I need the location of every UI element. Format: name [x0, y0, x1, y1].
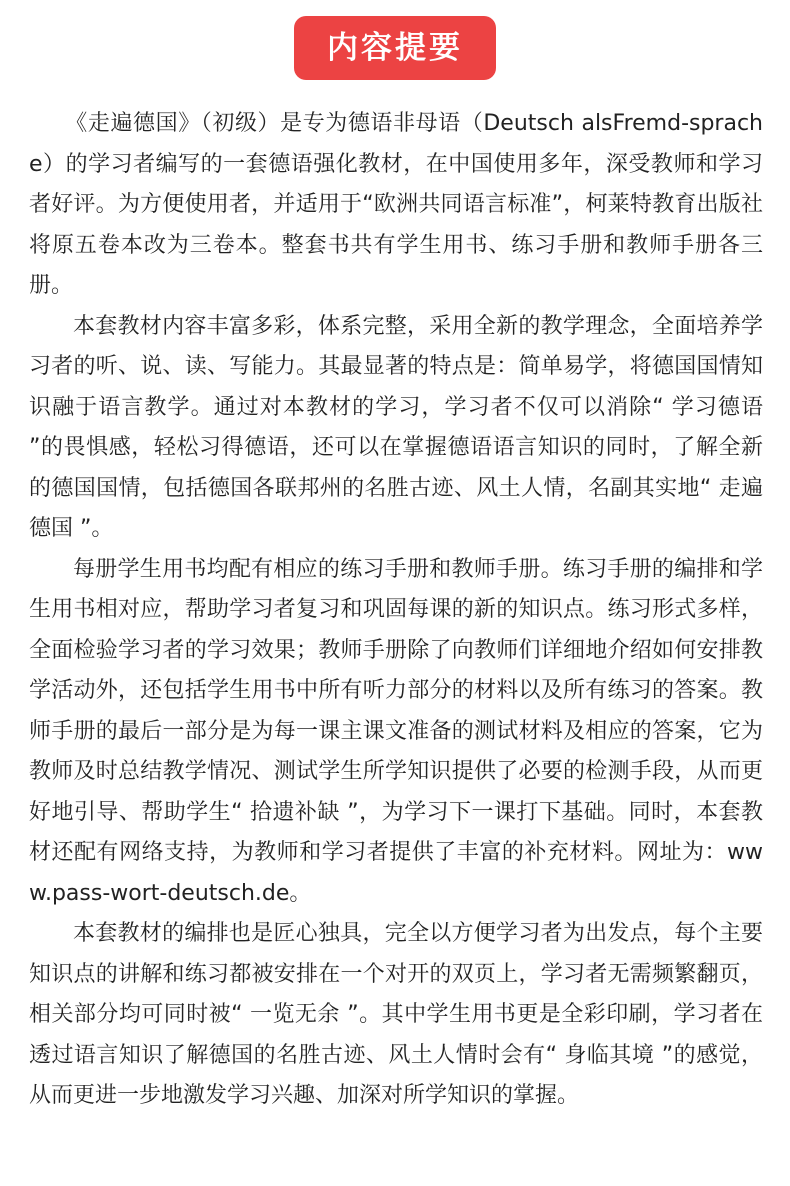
header [0, 16, 790, 80]
paragraph-workbooks: 每册学生用书均配有相应的练习手册和教师手册。练习手册的编排和学生用书相对应，帮助学习者复习和巩固每课的新的知识点。练习形式多样，全面检验学习者的学习效果；教师手册除了向教师们详细地介绍如何安排教学活动外，还包括学生用书中所有听力部分的材料以及所有练习的答案。教师手册的最后一部分是为每一课主课文准备的测试材料及相应的答案，它为教师及时总结教学情况、测试学生所学知识提供了必要的检测手段，从而更好地引导、帮助学生“ 拾遗补缺 ”，为学习下一课打下基础。同时，本套教材还配有网络支持，为教师和学习者提供了丰富的补充材料。网址为：www.pass-wort-deutsch.de。 [29, 556, 763, 906]
summary-body [29, 104, 763, 1117]
page-title-badge [294, 16, 496, 80]
paragraph-intro: 《走遍德国》（初级）是专为德语非母语（Deutsch alsFremd-sprache）的学习者编写的一套德语强化教材，在中国使用多年，深受教师和学习者好评。为方便使用者，并适用于“欧洲共同语言标准”，柯莱特教育出版社将原五卷本改为三卷本。整套书共有学生用书、练习手册和教师手册各三册。 [29, 111, 763, 298]
page-title: 内容提要 [327, 30, 463, 66]
paragraph-layout: 本套教材的编排也是匠心独具，完全以方便学习者为出发点，每个主要知识点的讲解和练习都被安排在一个对开的双页上，学习者无需频繁翻页，相关部分均可同时被“ 一览无余 ”。其中学生用书更是全彩印刷，学习者在透过语言知识了解德国的名胜古迹、风土人情时会有“ 身临其境 ”的感觉，从而更进一步地激发学习兴趣、加深对所学知识的掌握。 [29, 921, 763, 1108]
paragraph-features: 本套教材内容丰富多彩，体系完整，采用全新的教学理念，全面培养学习者的听、说、读、写能力。其最显著的特点是：简单易学，将德国国情知识融于语言教学。通过对本教材的学习，学习者不仅可以消除“ 学习德语 ”的畏惧感，轻松习得德语，还可以在掌握德语语言知识的同时，了解全新的德国国情，包括德国各联邦州的名胜古迹、风土人情，名副其实地“ 走遍德国 ”。 [29, 313, 763, 541]
